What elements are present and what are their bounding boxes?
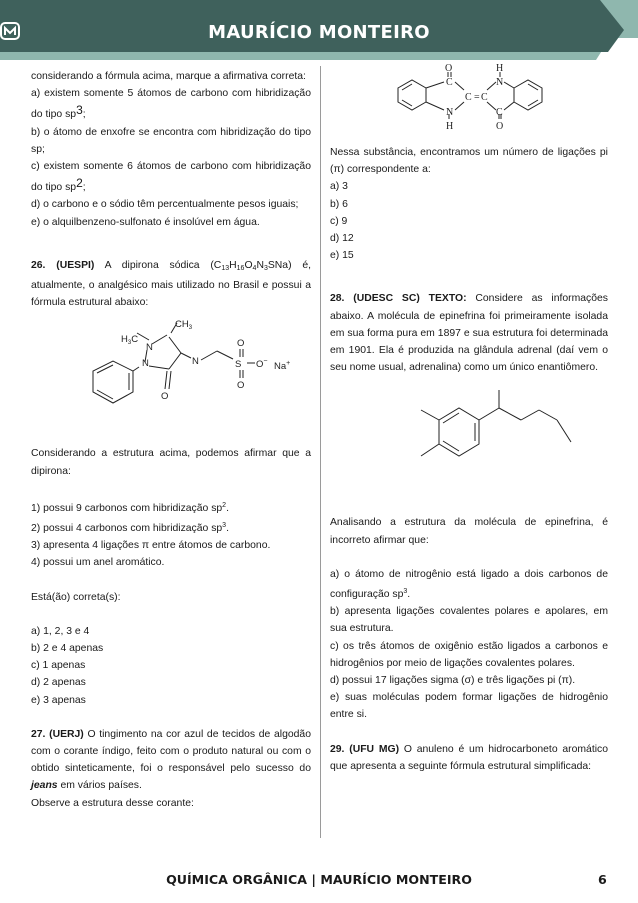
q28-number: 28. (UDESC SC) TEXTO: [330,293,467,305]
q25-intro: considerando a fórmula acima, marque a afirmativa correta: [31,71,306,82]
page-header [0,0,638,60]
svg-text:O: O [161,391,169,403]
footer-text: QUÍMICA ORGÂNICA | MAURÍCIO MONTEIRO [166,872,472,887]
svg-text:CH3: $CH_3$ [175,319,193,332]
q25-option-a: a) existem somente 5 átomos de carbono com hibridização do tipo sp3; [31,88,311,121]
left-column [31,68,311,812]
svg-text:Na+: Na+ [274,360,291,373]
q26-options [31,623,311,709]
q29-number: 29. (UFU MG) [330,743,400,755]
q27-option: a) 3 [330,181,348,193]
q26-option: b) 2 e 4 apenas [31,643,104,655]
jeans-word: jeans [31,780,58,792]
svg-text:H: H [446,121,454,132]
svg-text:C: C [481,92,488,103]
svg-text:O: O [237,380,245,392]
svg-text:C: C [496,107,503,118]
q28-option-e: e) suas moléculas podem formar ligações de hidrogênio entre si. [330,692,608,721]
svg-text:N: N [446,107,454,118]
q26-lead: Considerando a estrutura acima, podemos afirmar que a dipirona: [31,448,311,477]
brand-title [0,22,638,43]
q26-item: 3) apresenta 4 ligações π entre átomos de carbono. [31,540,271,552]
page-footer [0,872,638,892]
page-number: 6 [598,872,607,887]
brand-logo-icon [0,22,20,40]
svg-text:N: N [146,342,153,354]
svg-text:N: N [192,356,199,368]
q26-option: e) 3 apenas [31,694,86,706]
q25-option-d: d) o carbono e o sódio têm percentualmente pesos iguais; [31,199,299,211]
q26-item: 1) possui 9 carbonos com hibridização $sp^2$. [31,501,229,514]
q27-option: e) 15 [330,250,354,262]
q28-option-d: d) possui 17 ligações sigma (σ) e três ligações pi (π). [330,675,576,687]
svg-text:H: H [496,64,504,74]
q28-option-b: b) apresenta ligações covalentes polares e apolares, em sua estrutura. [330,606,608,635]
q28-lead: Analisando a estrutura da molécula de epinefrina, é incorreto afirmar que: [330,517,608,546]
q27-observe: Observe a estrutura desse corante: [31,797,194,809]
q26-item: 4) possui um anel aromático. [31,557,165,569]
svg-text:O: O [496,121,504,132]
q27-number: 27. (UERJ) [31,728,84,740]
svg-text:O−: O− [256,358,268,371]
svg-text:O: O [445,64,453,74]
svg-text:C: C [446,77,453,88]
q27-lead: Nessa substância, encontramos um número de ligações pi (π) correspondente a: [330,147,608,176]
right-column [330,64,609,775]
q25-option-b: b) o átomo de enxofre se encontra com hibridização do tipo sp; [31,126,311,155]
q26-statement: 26. (UESPI) A dipirona sódica $(C_{13}H_{16}O_4N_3SNa)$ é, atualmente, o analgésico mais utilizado no Brasil e possui a fórmula estrutural abaixo: [31,259,311,309]
brand-name: MAURÍCIO MONTEIRO [208,22,430,43]
epinephrine-structure [349,380,589,510]
svg-text:H3C: $H_3C$ [121,334,139,347]
svg-text:N: N [142,358,149,370]
q27-statement: 27. (UERJ) O tingimento na cor azul de tecidos de algodão com o corante índigo, feito com o produto natural ou com o obtido sinteticamente, foi o responsável pelo sucesso do jeans em vários países. [31,728,311,792]
q26-question: Está(ão) correta(s): [31,591,121,603]
q26-items [31,497,311,572]
q28-statement: 28. (UDESC SC) TEXTO: Considere as informações abaixo. A molécula de epinefrina foi primeiramente isolada em sua forma pura em 1897 e sua estrutura foi determinada em 1901. Ela é produzida na glândula adrenal (daí vem o seu nome usual, adrenalina) como um único enantiômero. [330,293,608,374]
q27-option: d) 12 [330,233,354,245]
q26-item: 2) possui 4 carbonos com hibridização $sp^3$. [31,522,229,535]
q25-option-c: c) existem somente 6 átomos de carbono com hibridização do tipo sp2; [31,161,311,194]
q27-option: b) 6 [330,198,348,210]
q26-option: c) 1 apenas [31,660,86,672]
q27-option: c) 9 [330,215,348,227]
q28-option-c: c) os três átomos de oxigênio estão ligados a carbonos e hidrogênios por meio de ligações covalentes polares. [330,640,608,669]
svg-text:=: = [474,92,480,103]
dipyrone-structure [41,315,301,433]
svg-text:N: N [496,77,504,88]
q25-option-e: e) o alquilbenzeno-sulfonato é insolúvel em água. [31,216,260,228]
svg-text:C: C [465,92,472,103]
svg-text:O: O [237,338,245,350]
column-divider [320,66,321,838]
q29-statement: 29. (UFU MG) O anuleno é um hidrocarboneto aromático que apresenta a seguinte fórmula estrutural simplificada: [330,743,609,772]
q26-number: 26. (UESPI) [31,259,95,271]
indigo-structure [354,64,584,138]
q27-options [330,178,608,264]
q28-option-a: a) o átomo de nitrogênio está ligado a dois carbonos de configuração $sp^3$. [330,568,608,601]
q26-option: a) 1, 2, 3 e 4 [31,625,90,637]
svg-text:S: S [235,359,242,371]
q26-option: d) 2 apenas [31,677,86,689]
